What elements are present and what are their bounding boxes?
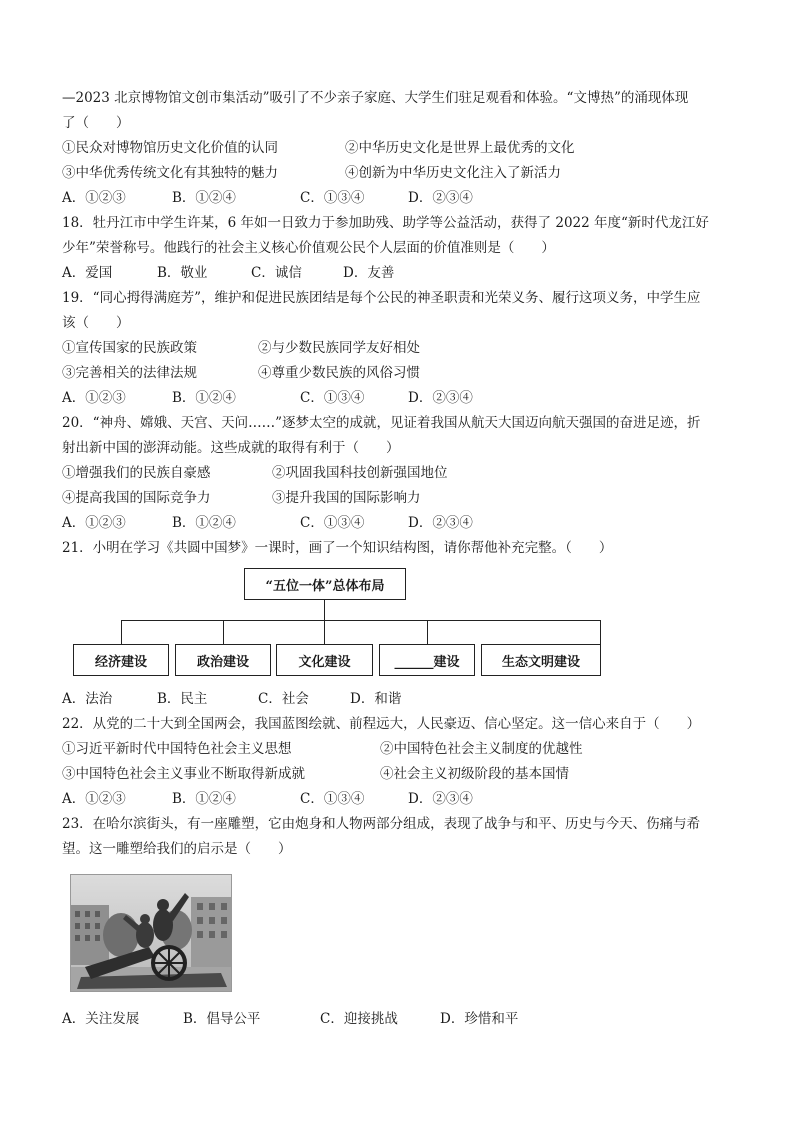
q20-option-c[interactable]: C．①③④ <box>300 515 365 531</box>
q18-stem-line2: 少年”荣誉称号。他践行的社会主义核心价值观公民个人层面的价值准则是（ ） <box>62 240 555 256</box>
diagram-connector-vertical <box>324 600 325 620</box>
q20-option-b[interactable]: B．①②④ <box>172 515 236 531</box>
diagram-branch-5 <box>600 620 601 644</box>
q17-option-d[interactable]: D．②③④ <box>408 190 473 206</box>
q21-stem-line1: 21．小明在学习《共圆中国梦》一课时，画了一个知识结构图，请你帮他补充完整。（ ） <box>62 540 613 556</box>
q20-item-3: ③提升我国的国际影响力 <box>272 490 421 506</box>
q17-item-4: ④创新为中华历史文化注入了新活力 <box>345 165 561 181</box>
q20-stem-line2: 射出新中国的澎湃动能。这些成就的取得有利于（ ） <box>62 440 400 456</box>
q22-option-b[interactable]: B．①②④ <box>172 791 236 807</box>
q23-stem-line1: 23．在哈尔滨街头，有一座雕塑，它由炮身和人物两部分组成，表现了战争与和平、历史与今天、伤痛与希 <box>62 816 701 832</box>
q19-option-b[interactable]: B．①②④ <box>172 390 236 406</box>
q19-option-c[interactable]: C．①③④ <box>300 390 365 406</box>
q17-item-1: ①民众对博物馆历史文化价值的认同 <box>62 140 278 156</box>
q18-option-b[interactable]: B．敬业 <box>157 265 208 281</box>
sculpture-photo-illustration <box>71 875 232 992</box>
q21-option-b[interactable]: B．民主 <box>157 691 208 707</box>
q18-option-c[interactable]: C．诚信 <box>251 265 302 281</box>
q23-option-b[interactable]: B．倡导公平 <box>183 1011 261 1027</box>
diagram-branch-4 <box>427 620 428 644</box>
q23-option-c[interactable]: C．迎接挑战 <box>320 1011 398 1027</box>
q20-item-4: ④提高我国的国际竞争力 <box>62 490 211 506</box>
q23-option-a[interactable]: A．关注发展 <box>62 1011 140 1027</box>
q22-item-2: ②中国特色社会主义制度的优越性 <box>380 741 583 757</box>
q21-option-a[interactable]: A．法治 <box>62 691 113 707</box>
q20-option-a[interactable]: A．①②③ <box>62 515 126 531</box>
diagram-child-blank: ______建设 <box>379 644 475 676</box>
q19-item-3: ③完善相关的法律法规 <box>62 365 197 381</box>
q19-item-4: ④尊重少数民族的风俗习惯 <box>258 365 420 381</box>
q19-option-a[interactable]: A．①②③ <box>62 390 126 406</box>
q22-item-1: ①习近平新时代中国特色社会主义思想 <box>62 741 292 757</box>
q17-option-c[interactable]: C．①③④ <box>300 190 365 206</box>
q18-option-a[interactable]: A．爱国 <box>62 265 113 281</box>
diagram-child-politics: 政治建设 <box>175 644 271 676</box>
q18-option-d[interactable]: D．友善 <box>343 265 395 281</box>
q18-stem-line1: 18．牡丹江市中学生许某，6 年如一日致力于参加助残、助学等公益活动，获得了 2022 年度“新时代龙江好 <box>62 215 709 231</box>
q22-item-3: ③中国特色社会主义事业不断取得新成就 <box>62 766 305 782</box>
q17-item-2: ②中华历史文化是世界上最优秀的文化 <box>345 140 575 156</box>
diagram-connector-horizontal <box>121 620 601 621</box>
q20-stem-line1: 20．“神舟、嫦娥、天宫、天问……”逐梦太空的成就，见证着我国从航天大国迈向航天强国的奋进足迹，折 <box>62 415 701 431</box>
q19-stem-line2: 该（ ） <box>62 315 130 331</box>
q17-item-3: ③中华优秀传统文化有其独特的魅力 <box>62 165 278 181</box>
q22-option-a[interactable]: A．①②③ <box>62 791 126 807</box>
q21-option-d[interactable]: D．和谐 <box>350 691 402 707</box>
q19-option-d[interactable]: D．②③④ <box>408 390 473 406</box>
q21-option-c[interactable]: C．社会 <box>258 691 309 707</box>
q20-item-2: ②巩固我国科技创新强国地位 <box>272 465 448 481</box>
diagram-child-culture: 文化建设 <box>276 644 373 676</box>
q22-item-4: ④社会主义初级阶段的基本国情 <box>380 766 569 782</box>
q19-item-1: ①宣传国家的民族政策 <box>62 340 197 356</box>
diagram-branch-2 <box>223 620 224 644</box>
q17-stem-line2: 了（ ） <box>62 115 130 131</box>
q17-option-a[interactable]: A．①②③ <box>62 190 126 206</box>
q23-stem-line2: 望。这一雕塑给我们的启示是（ ） <box>62 841 292 857</box>
diagram-child-economy: 经济建设 <box>73 644 169 676</box>
diagram-branch-1 <box>121 620 122 644</box>
diagram-top-box: “五位一体”总体布局 <box>244 568 406 600</box>
q20-item-1: ①增强我们的民族自豪感 <box>62 465 211 481</box>
q22-option-c[interactable]: C．①③④ <box>300 791 365 807</box>
sculpture-photo <box>70 874 232 992</box>
q19-item-2: ②与少数民族同学友好相处 <box>258 340 420 356</box>
q22-option-d[interactable]: D．②③④ <box>408 791 473 807</box>
q22-stem-line1: 22．从党的二十大到全国两会，我国蓝图绘就、前程远大，人民豪迈、信心坚定。这一信心来自于（ ） <box>62 716 701 732</box>
q20-option-d[interactable]: D．②③④ <box>408 515 473 531</box>
q23-option-d[interactable]: D．珍惜和平 <box>440 1011 519 1027</box>
diagram-child-ecology: 生态文明建设 <box>481 644 601 676</box>
q19-stem-line1: 19．“同心拇得满庭芳”，维护和促进民族团结是每个公民的神圣职责和光荣义务、履行这项义务，中学生应 <box>62 290 701 306</box>
q17-option-b[interactable]: B．①②④ <box>172 190 236 206</box>
q17-stem-line1: —2023 北京博物馆文创市集活动”吸引了不少亲子家庭、大学生们驻足观看和体验。“文博热”的涌现体现 <box>62 90 689 106</box>
diagram-branch-3 <box>324 620 325 644</box>
